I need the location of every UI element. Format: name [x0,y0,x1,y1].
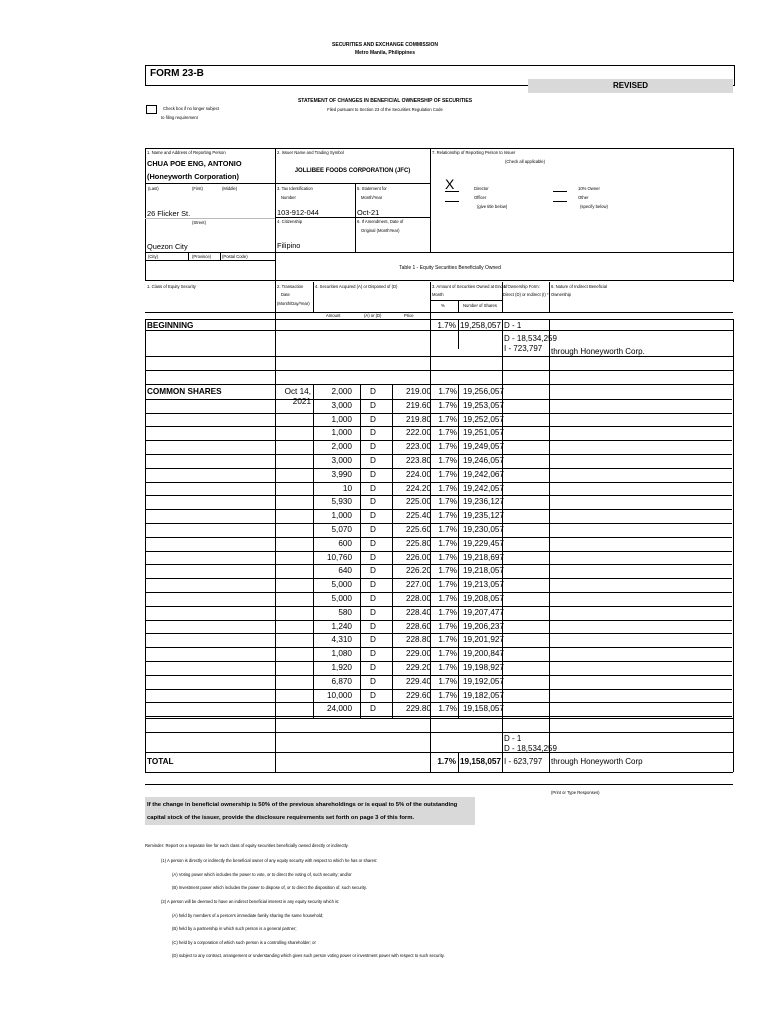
officer-label: Officer [474,195,487,200]
row-percent: 1.7% [438,456,457,465]
row-acquired-disposed: D [370,387,376,396]
row-shares: 19,200,847 [463,649,504,659]
reminder-intro: Reminder: Report on a separate line for each class of equity securities beneficially owned directly or indirectly. [145,843,349,848]
row-shares: 19,253,057 [463,400,504,410]
row-shares: 19,246,057 [463,456,504,465]
row-percent: 1.7% [438,414,457,424]
total-pct: 1.7% [437,757,456,766]
row-acquired-disposed: D [370,649,376,659]
check-all-label: (Check all applicable) [505,159,546,164]
row-amount: 6,870 [331,676,352,686]
col-class-header: 1. Class of Equity Security [147,284,196,289]
row-shares: 19,249,057 [463,442,504,452]
table-row [145,523,732,537]
reminder-item-2: (2) A person will be deemed to have an indirect beneficial interest in any equity security which is: [161,899,340,904]
row-acquired-disposed: D [370,663,376,672]
row-amount: 10,760 [326,552,352,562]
table-row [145,578,732,592]
table-row [145,702,732,716]
col-date-header-2: Date [281,292,290,297]
row-shares: 19,230,057 [463,525,504,534]
row-amount: 1,080 [331,649,352,659]
row-percent: 1.7% [438,552,457,562]
row-percent: 1.7% [438,676,457,686]
checkbox-label-1: Check box if no longer subject [163,106,220,111]
tin-label-2: Number [281,195,296,200]
row-shares: 19,235,127 [463,511,504,521]
table-title: Table 1 - Equity Securities Beneficially Owned [399,265,501,271]
row-price: 229.00 [405,649,431,659]
row-shares: 19,208,057 [463,594,504,603]
table-row [145,647,732,661]
col-form-header-1: 4. Ownership Form: [503,284,540,289]
table-row [145,454,732,468]
col-form-header-2: Direct (D) or Indirect (I) * [503,292,549,297]
row-acquired-disposed: D [370,676,376,686]
row-price: 228.00 [405,594,431,603]
row-price: 219.00 [405,387,431,396]
row-percent: 1.7% [438,649,457,659]
row-shares: 19,213,057 [463,580,504,590]
beginning-shares: 19,258,057 [460,321,501,330]
row-percent: 1.7% [438,621,457,631]
row-shares: 19,201,927 [463,635,504,645]
row-price: 229.20 [405,663,431,672]
row-amount: 2,000 [331,442,352,452]
relationship-label: 7. Relationship of Reporting Person to Issuer [432,150,516,155]
row-price: 226.20 [405,566,431,576]
statement-label-1: 5. Statement for [357,186,387,191]
revised-label: REVISED [612,81,649,90]
beginning-form-i: I - 723,797 [504,344,543,353]
common-shares-label: COMMON SHARES [147,387,222,396]
row-amount: 1,240 [331,621,352,631]
postal-label: (Postal Code) [222,254,248,259]
table-row [145,509,732,523]
row-acquired-disposed: D [370,621,376,631]
row-amount: 5,000 [331,594,352,603]
row-acquired-disposed: D [370,483,376,493]
row-price: 225.40 [405,511,431,521]
table-row [145,689,732,703]
row-price: 225.80 [405,538,431,548]
row-amount: 10 [342,483,352,493]
table-row [145,606,732,620]
col-securities-header: 4. Securities Acquired (A) or Disposed of (D) [315,284,398,289]
row-amount: 5,930 [331,497,352,507]
table-row [145,385,732,399]
row-percent: 1.7% [438,690,457,700]
reminder-item-1b: (B) Investment power which includes the power to dispose of, or to direct the disposition of, such security. [172,885,367,890]
director-check-mark[interactable]: X [445,176,455,192]
row-price: 223.80 [405,456,431,465]
col-date-header-3: (Month/Day/Year) [277,301,310,306]
row-acquired-disposed: D [370,704,376,714]
street-value: 26 Flicker St. [147,209,191,218]
row-divider [145,716,732,717]
row-shares: 19,242,067 [463,469,504,479]
row-shares: 19,236,127 [463,497,504,507]
row-percent: 1.7% [438,387,457,396]
row-amount: 10,000 [326,690,352,700]
city-value: Quezon City [147,242,188,251]
issuer-label: 2. Issuer Name and Trading Symbol [277,150,344,155]
total-shares: 19,158,057 [460,757,501,766]
row-percent: 1.7% [438,594,457,603]
row-price: 229.80 [405,704,431,714]
row-percent: 1.7% [438,442,457,452]
last-label: (Last) [148,186,159,191]
table-row [145,426,732,440]
city-label: (City) [148,254,159,259]
form-name: FORM 23-B [150,68,204,79]
reminder-item-2a: (A) held by members of a person's immediate family sharing the same household; [172,913,324,918]
row-percent: 1.7% [438,607,457,617]
tin-label-1: 3. Tax Identification [277,186,313,191]
row-shares: 19,252,057 [463,414,504,424]
reminder-item-2c: (C) held by a corporation of which such person is a controlling shareholder; or [172,940,316,945]
row-shares: 19,229,457 [463,538,504,548]
row-amount: 4,310 [331,635,352,645]
reminder-item-1: (1) A person is directly or indirectly the beneficial owner of any equity security with respect to which he has or shares: [161,858,378,863]
row-acquired-disposed: D [370,566,376,576]
row-price: 226.00 [405,552,431,562]
no-longer-subject-checkbox[interactable] [146,105,157,114]
total-form-d2: D - 18,534,259 [504,744,557,753]
row-percent: 1.7% [438,428,457,438]
table-row [145,592,732,606]
amendment-label-2: Original (MonthYear) [361,228,400,233]
table-row [145,440,732,454]
table-row [145,675,732,689]
row-shares: 19,182,057 [463,690,504,700]
row-amount: 1,000 [331,428,352,438]
officer-note: (give title below) [477,204,508,209]
reporting-person-company: (Honeyworth Corporation) [147,172,239,181]
statement-title: STATEMENT OF CHANGES IN BENEFICIAL OWNERSHIP OF SECURITIES [297,98,473,104]
citizenship-label: 4. Citizenship [277,219,303,224]
row-percent: 1.7% [438,538,457,548]
row-percent: 1.7% [438,525,457,534]
amendment-label-1: 6. If Amendment, Date of [357,219,404,224]
row-price: 225.00 [405,497,431,507]
table-row [145,551,732,565]
row-acquired-disposed: D [370,607,376,617]
row-percent: 1.7% [438,469,457,479]
col-ad-header: (A) or (D) [364,313,382,318]
row-acquired-disposed: D [370,469,376,479]
table-row [145,620,732,634]
tin-value: 103-912-044 [277,208,319,217]
row-percent: 1.7% [438,400,457,410]
row-percent: 1.7% [438,497,457,507]
statement-subtitle: Filed pursuant to Section 23 of the Securities Regulation Code [327,107,443,112]
table-row [145,482,732,496]
citizenship-value: Filipino [277,241,301,250]
reminder-item-1a: (A) Voting power which includes the power to vote, or to direct the voting of, such security; and/or [172,872,352,877]
row-price: 223.00 [405,442,431,452]
row-acquired-disposed: D [370,414,376,424]
row-amount: 640 [338,566,352,576]
agency-name: SECURITIES AND EXCHANGE COMMISSION [332,42,438,48]
row-acquired-disposed: D [370,511,376,521]
row-shares: 19,251,057 [463,428,504,438]
table-row [145,564,732,578]
row-amount: 1,920 [331,663,352,672]
col-pct-header: % [441,303,445,308]
row-percent: 1.7% [438,483,457,493]
row-acquired-disposed: D [370,400,376,410]
reporting-person-label: 1. Name and Address of Reporting Person [147,150,226,155]
row-percent: 1.7% [438,511,457,521]
row-acquired-disposed: D [370,580,376,590]
row-amount: 5,000 [331,580,352,590]
total-form-d1: D - 1 [504,734,522,743]
row-amount: 600 [338,538,352,548]
row-amount: 5,070 [331,525,352,534]
row-percent: 1.7% [438,580,457,590]
issuer-name: JOLLIBEE FOODS CORPORATION (JFC) [294,168,411,174]
row-amount: 1,000 [331,511,352,521]
table-row [145,495,732,509]
middle-label: (Middle) [222,186,238,191]
row-acquired-disposed: D [370,442,376,452]
checkbox-label-2: to filing requirement [161,115,198,120]
statement-value: Oct-21 [357,208,380,217]
row-shares: 19,206,237 [463,621,504,631]
row-price: 229.60 [405,690,431,700]
row-acquired-disposed: D [370,497,376,507]
other-note: (specify below) [580,204,608,209]
row-shares: 19,218,057 [463,566,504,576]
row-price: 224.00 [405,469,431,479]
province-label: (Province) [192,254,212,259]
col-shares-header: Number of Shares [463,303,497,308]
table-row [145,537,732,551]
row-amount: 24,000 [326,704,352,714]
row-amount: 1,000 [331,414,352,424]
row-percent: 1.7% [438,566,457,576]
beginning-label: BEGINNING [147,321,194,330]
row-acquired-disposed: D [370,456,376,465]
row-price: 224.20 [405,483,431,493]
row-shares: 19,207,477 [463,607,504,617]
total-label: TOTAL [147,757,174,766]
row-amount: 3,000 [331,456,352,465]
row-amount: 2,000 [331,387,352,396]
row-percent: 1.7% [438,663,457,672]
table-row [145,661,732,675]
row-price: 222.00 [405,428,431,438]
row-acquired-disposed: D [370,594,376,603]
row-amount: 3,000 [331,400,352,410]
col-owned-header-1: 3. Amount of Securities Owned at End of [432,284,508,289]
col-nature-header-1: 6. Nature of Indirect Beneficial [551,284,608,289]
col-price-header: Price [404,313,414,318]
total-nature: through Honeyworth Corp [551,757,643,766]
row-acquired-disposed: D [370,552,376,562]
row-acquired-disposed: D [370,538,376,548]
row-acquired-disposed: D [370,525,376,534]
row-amount: 3,990 [331,469,352,479]
reminder-item-2b: (B) held by a partnership in which such person is a general partner; [172,926,297,931]
row-shares: 19,198,927 [463,663,504,672]
beginning-form-d2: D - 18,534,259 [504,334,557,343]
street-label: (Street) [192,220,206,225]
table-row [145,633,732,647]
row-shares: 19,242,057 [463,483,504,493]
total-form-i: I - 623,797 [504,757,543,766]
row-shares: 19,192,057 [463,676,504,686]
row-acquired-disposed: D [370,428,376,438]
row-acquired-disposed: D [370,635,376,645]
row-shares: 19,218,697 [463,552,504,562]
row-price: 219.60 [405,400,431,410]
table-row [145,399,732,413]
print-note: (Print or Type Responses) [551,790,600,795]
row-price: 229.40 [405,676,431,686]
statement-label-2: Month/Year [361,195,383,200]
agency-city: Metro Manila, Philippines [354,50,415,56]
row-shares: 19,256,057 [463,387,504,396]
reporting-person-name: CHUA POE ENG, ANTONIO [147,159,242,168]
col-date-header-1: 2. Transaction [277,284,304,289]
beginning-nature: through Honeyworth Corp. [551,347,645,356]
row-price: 228.40 [405,607,431,617]
reminder-item-2d: (D) subject to any contract, arrangement or understanding which gives such person voting power or investment power with respect to such security. [172,953,445,958]
table-row [145,413,732,427]
row-acquired-disposed: D [370,690,376,700]
director-label: Director [474,186,489,191]
row-percent: 1.7% [438,704,457,714]
col-nature-header-2: Ownership [551,292,572,297]
table-row [145,468,732,482]
ten-percent-owner-label: 10% Owner [578,186,600,191]
row-price: 227.00 [405,580,431,590]
first-label: (First) [192,186,203,191]
transaction-date: Oct 14, 2021 [284,387,311,406]
row-shares: 19,158,057 [463,704,504,714]
col-amount-header: Amount [326,313,341,318]
beginning-pct: 1.7% [437,321,456,330]
col-owned-header-2: Month [432,292,444,297]
beginning-form-d1: D - 1 [504,321,522,330]
row-amount: 580 [338,607,352,617]
row-percent: 1.7% [438,635,457,645]
row-price: 225.60 [405,525,431,534]
row-price: 228.80 [405,635,431,645]
row-price: 219.80 [405,414,431,424]
notice-line-1: If the change in beneficial ownership is 50% of the previous shareholdings or is equal to 5% of the outstanding [147,802,458,808]
other-label: Other [578,195,589,200]
row-price: 228.60 [405,621,431,631]
notice-line-2: capital stock of the issuer, provide the disclosure requirements set forth on page 3 of this form. [147,815,415,821]
